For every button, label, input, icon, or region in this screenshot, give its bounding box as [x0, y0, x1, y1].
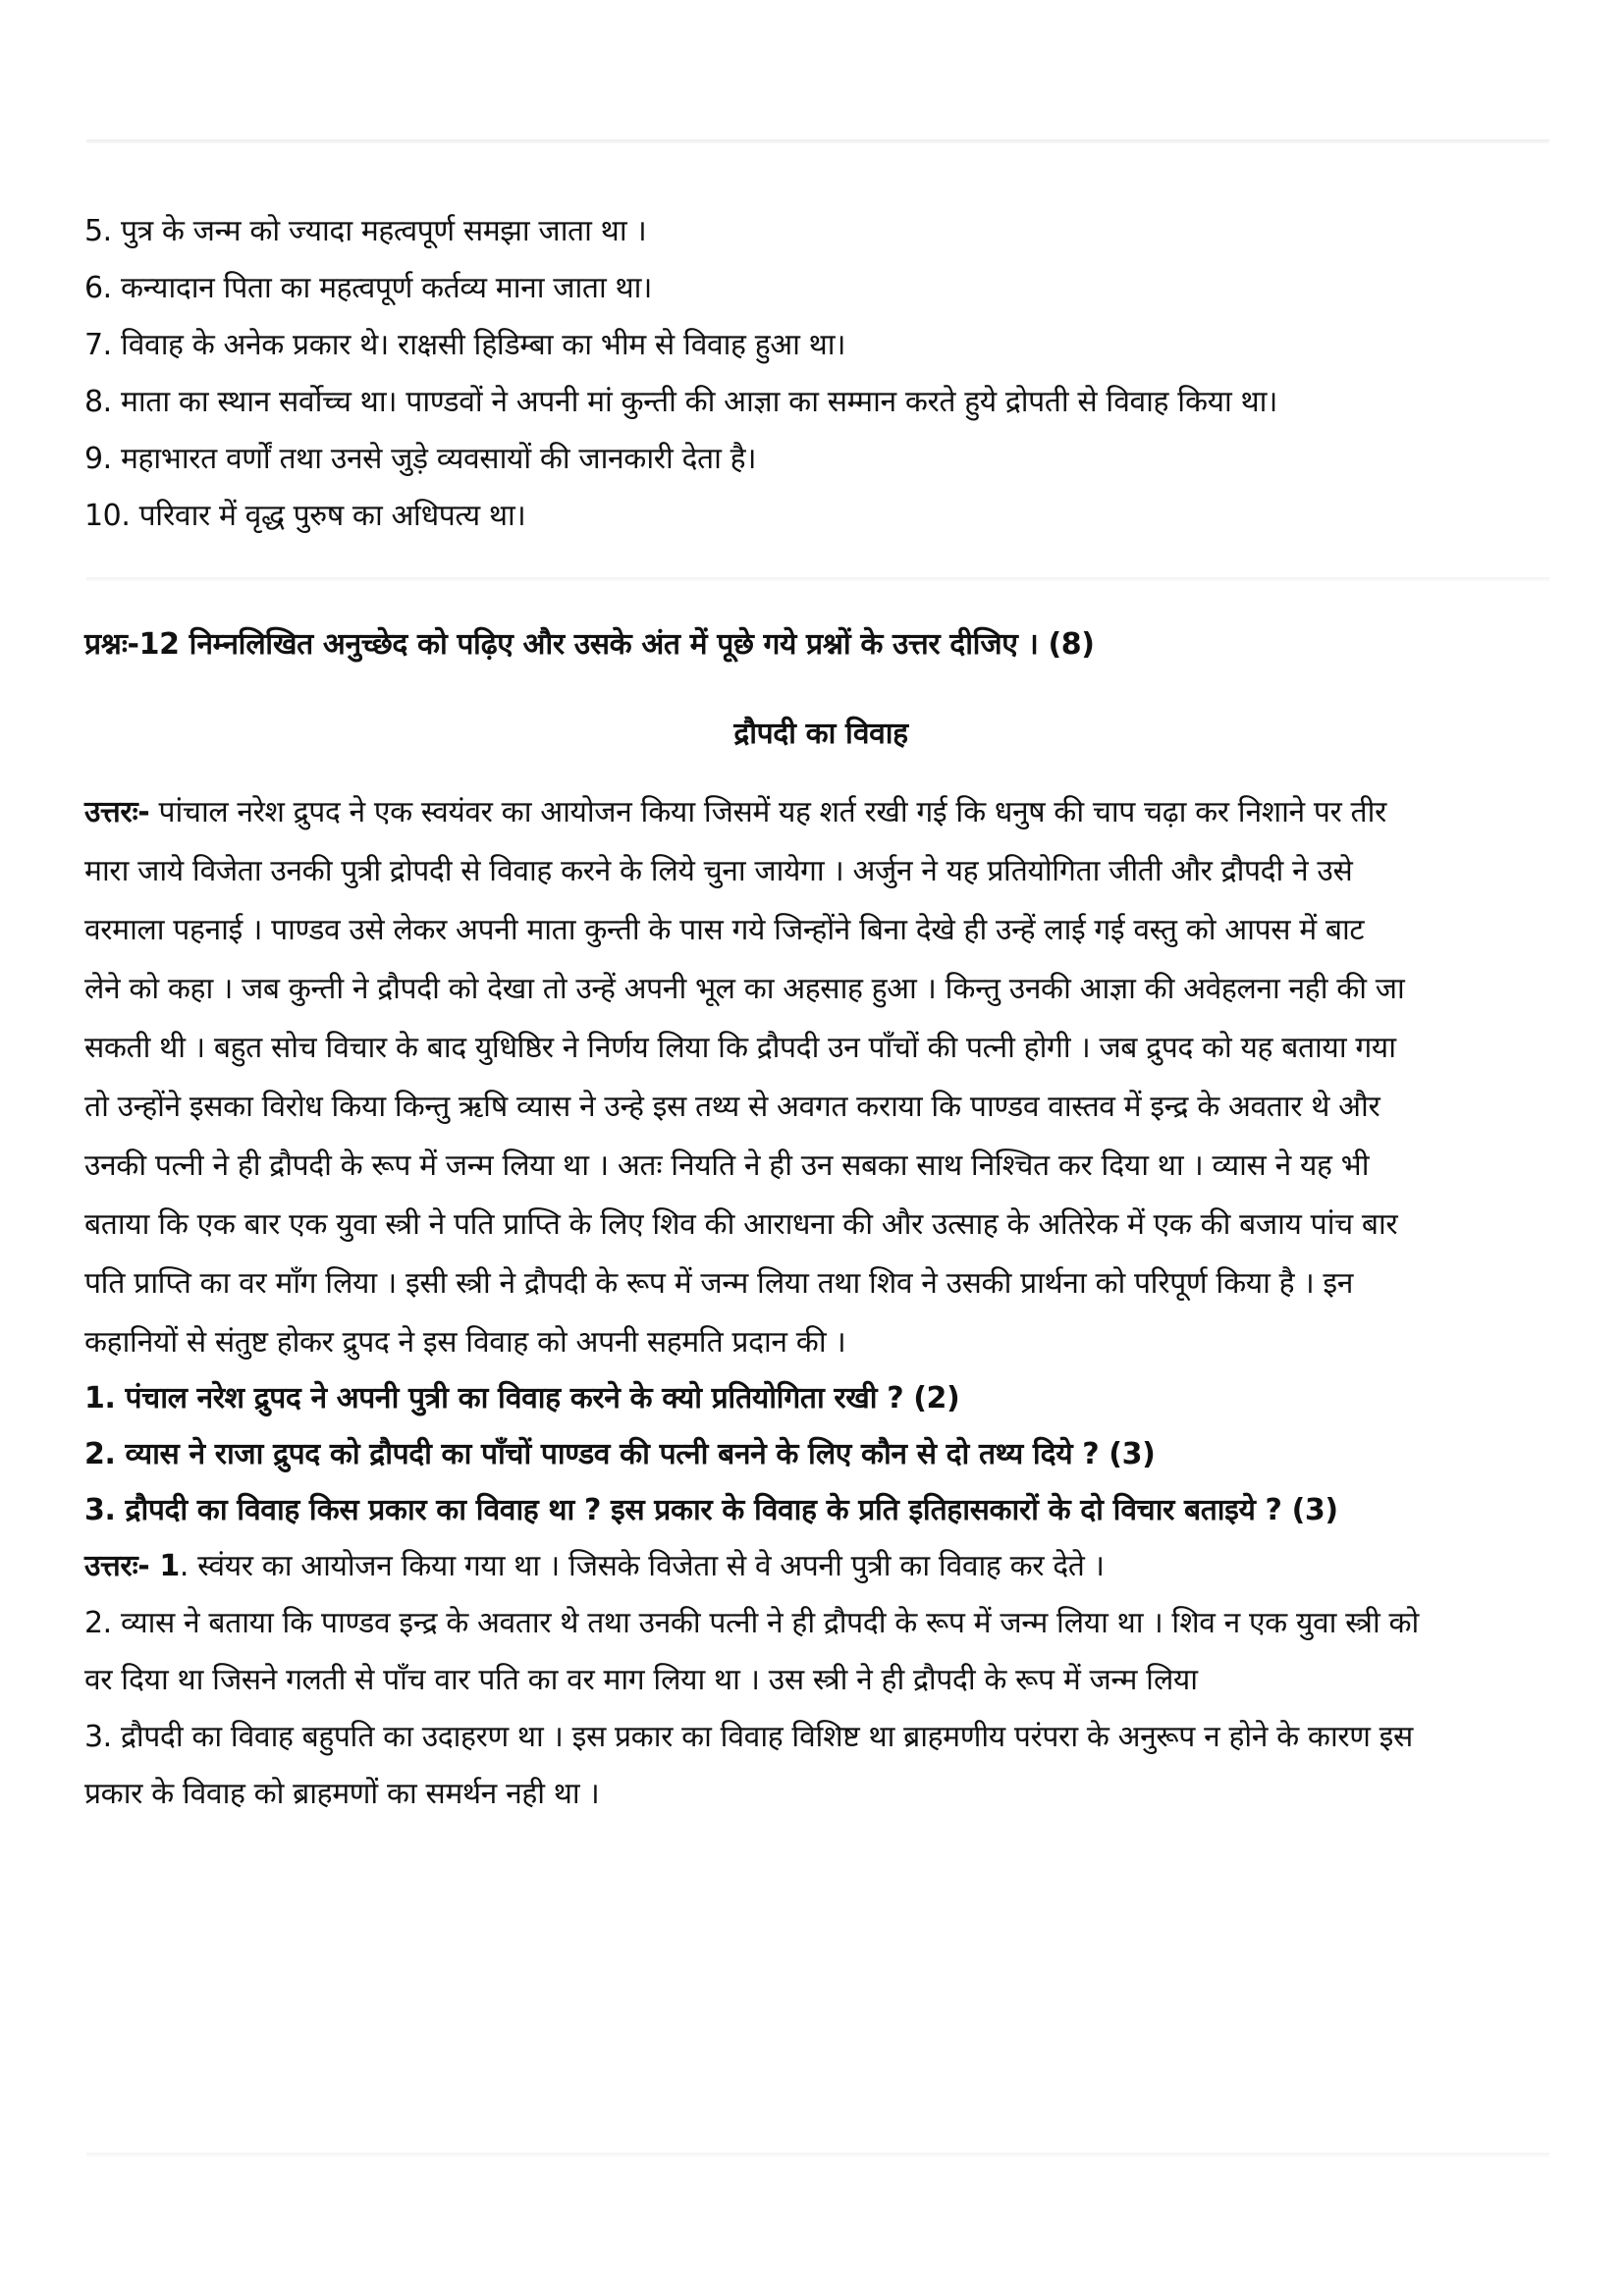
answer-line: प्रकार के विवाह को ब्राहमणों का समर्थन नही था ।	[84, 1777, 600, 1811]
passage-line: तो उन्होंने इसका विरोध किया किन्तु ऋषि व्यास ने उन्हे इस तथ्य से अवगत कराया कि पाण्डव वास्तव में इन्द्र के अवतार थे और	[84, 1090, 1380, 1124]
passage-line: कहानियों से संतुष्ट होकर द्रुपद ने इस विवाह को अपनी सहमति प्रदान की ।	[84, 1325, 846, 1360]
answer-line	[84, 1547, 1105, 1586]
passage-title: द्रौपदी का विवाह	[733, 717, 908, 751]
passage-line: लेने को कहा । जब कुन्ती ने द्रौपदी को देखा तो उन्हें अपनी भूल का अहसाह हुआ । किन्तु उनकी आज्ञा की अवेहलना नही की जा	[84, 972, 1405, 1006]
list-item: 7. विवाह के अनेक प्रकार थे। राक्षसी हिडिम्बा का भीम से विवाह हुआ था।	[84, 328, 846, 362]
list-item: 6. कन्यादान पिता का महत्वपूर्ण कर्तव्य माना जाता था।	[84, 271, 652, 305]
sub-question: 3. द्रौपदी का विवाह किस प्रकार का विवाह था ? इस प्रकार के विवाह के प्रति इतिहासकारों के दो विचार बताइये ? (3)	[84, 1493, 1338, 1527]
passage-line	[84, 793, 1386, 832]
question-heading: प्रश्नः-12 निम्नलिखित अनुच्छेद को पढ़िए और उसके अंत में पूछे गये प्रश्नों के उत्तर दीजिए । (8)	[84, 627, 1095, 662]
answer-label: उत्तरः-	[84, 795, 150, 829]
list-item: 8. माता का स्थान सर्वोच्च था। पाण्डवों ने अपनी मां कुन्ती की आज्ञा का सम्मान करते हुये द्रोपती से विवाह किया था।	[84, 385, 1278, 419]
section-divider	[86, 577, 1549, 581]
passage-line: उनकी पत्नी ने ही द्रौपदी के रूप में जन्म लिया था । अतः नियति ने ही उन सबका साथ निश्चित कर दिया था । व्यास ने यह भी	[84, 1148, 1370, 1183]
top-divider	[86, 139, 1549, 143]
answer-label: उत्तरः- 1	[84, 1549, 180, 1583]
passage-line: सकती थी । बहुत सोच विचार के बाद युधिष्ठिर ने निर्णय लिया कि द्रौपदी उन पाँचों की पत्नी होगी । जब द्रुपद को यह बताया गया	[84, 1031, 1396, 1065]
answer-line: 3. द्रौपदी का विवाह बहुपति का उदाहरण था । इस प्रकार का विवाह विशिष्ट था ब्राहमणीय परंपरा के अनुरूप न होने के कारण इस	[84, 1720, 1413, 1754]
answer-line: 2. व्यास ने बताया कि पाण्डव इन्द्र के अवतार थे तथा उनकी पत्नी ने ही द्रौपदी के रूप में जन्म लिया था । शिव न एक युवा स्त्री को	[84, 1606, 1419, 1640]
passage-line: पति प्राप्ति का वर माँग लिया । इसी स्त्री ने द्रौपदी के रूप में जन्म लिया तथा शिव ने उसकी प्रार्थना को परिपूर्ण किया है । इन	[84, 1266, 1354, 1301]
list-item: 10. परिवार में वृद्ध पुरुष का अधिपत्य था।	[84, 499, 526, 533]
bottom-divider	[86, 2153, 1549, 2157]
answer-line: वर दिया था जिसने गलती से पाँच वार पति का वर माग लिया था । उस स्त्री ने ही द्रौपदी के रूप में जन्म लिया	[84, 1663, 1198, 1697]
passage-line: बताया कि एक बार एक युवा स्त्री ने पति प्राप्ति के लिए शिव की आराधना की और उत्साह के अतिरेक में एक की बजाय पांच बार	[84, 1207, 1398, 1242]
passage-line: मारा जाये विजेता उनकी पुत्री द्रोपदी से विवाह करने के लिये चुना जायेगा । अर्जुन ने यह प्रतियोगिता जीती और द्रौपदी ने उसे	[84, 854, 1353, 888]
answer-text: . स्वंयर का आयोजन किया गया था । जिसके विजेता से वे अपनी पुत्री का विवाह कर देते ।	[179, 1549, 1105, 1583]
passage-text: पांचाल नरेश द्रुपद ने एक स्वयंवर का आयोजन किया जिसमें यह शर्त रखी गई कि धनुष की चाप चढ़ा कर निशाने पर तीर	[149, 795, 1386, 829]
sub-question: 2. व्यास ने राजा द्रुपद को द्रौपदी का पाँचों पाण्डव की पत्नी बनने के लिए कौन से दो तथ्य दिये ? (3)	[84, 1437, 1156, 1471]
passage-line: वरमाला पहनाई । पाण्डव उसे लेकर अपनी माता कुन्ती के पास गये जिन्होंने बिना देखे ही उन्हें लाई गई वस्तु को आपस में बाट	[84, 913, 1365, 947]
list-item: 9. महाभारत वर्णों तथा उनसे जुड़े व्यवसायों की जानकारी देता है।	[84, 442, 757, 476]
list-item: 5. पुत्र के जन्म को ज्यादा महत्वपूर्ण समझा जाता था ।	[84, 214, 647, 248]
sub-question: 1. पंचाल नरेश द्रुपद ने अपनी पुत्री का विवाह करने के क्यो प्रतियोगिता रखी ? (2)	[84, 1381, 960, 1415]
